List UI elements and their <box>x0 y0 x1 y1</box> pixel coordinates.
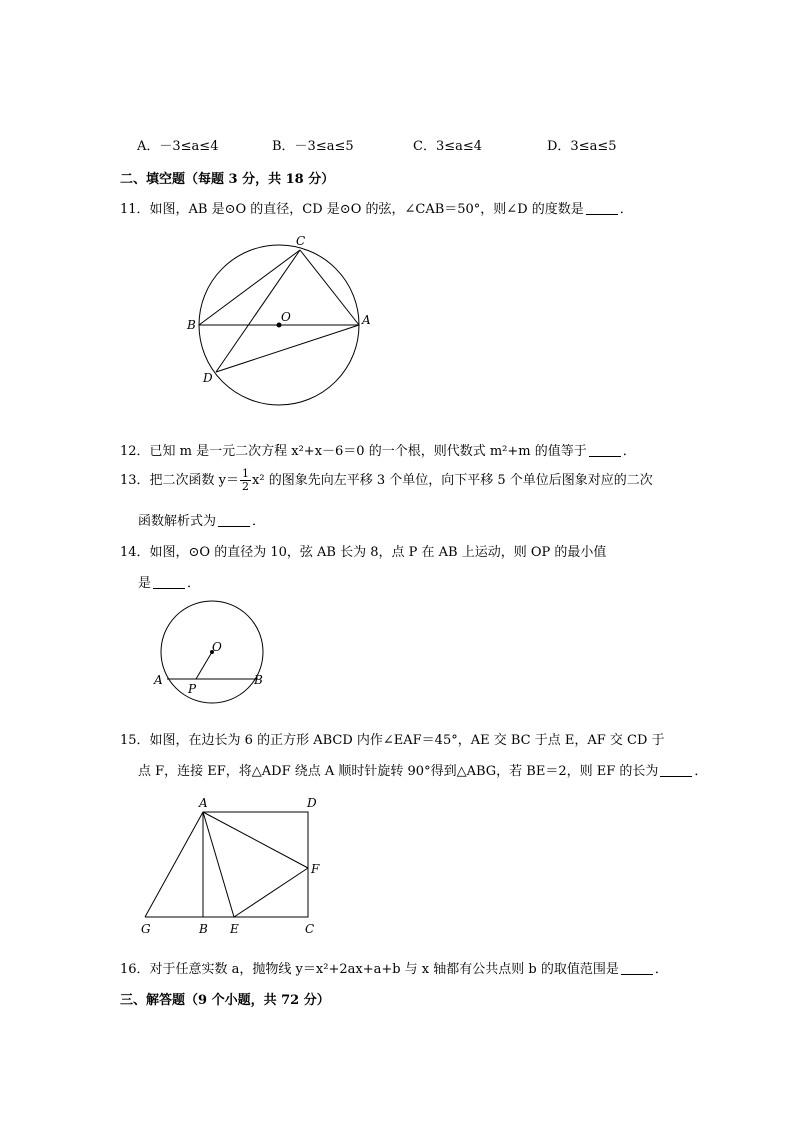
answer-blank[interactable] <box>153 576 185 589</box>
question-14-line2: 是 ． <box>138 576 201 591</box>
question-11-text: 11．如图，AB 是⊙O 的直径，CD 是⊙O 的弦，∠CAB＝50°，则∠D 的度数是 <box>120 202 584 217</box>
question-13-line2: 函数解析式为 ． <box>138 514 266 529</box>
label-a: A <box>199 796 208 810</box>
option-b: B．－3≤a≤5 <box>272 139 354 154</box>
figure-circle-abcd <box>180 232 380 412</box>
question-16-text: 16．对于任意实数 a，抛物线 y＝x²+2ax+a+b 与 x 轴都有公共点则 b 的取值范围是 <box>120 962 619 977</box>
option-c: C．3≤a≤4 <box>413 139 483 154</box>
label-d: D <box>203 371 213 385</box>
question-12: 12．已知 m 是一元二次方程 x²+x－6＝0 的一个根，则代数式 m²+m 的值等于 ． <box>120 444 636 459</box>
label-b: B <box>254 673 263 687</box>
answer-blank[interactable] <box>660 764 692 777</box>
label-e: E <box>230 922 239 936</box>
question-12-text: 12．已知 m 是一元二次方程 x²+x－6＝0 的一个根，则代数式 m²+m 的值等于 <box>120 444 587 459</box>
question-15-line2: 点 F，连接 EF，将△ADF 绕点 A 顺时针旋转 90°得到△ABG，若 BE＝2，则 EF 的长为 ． <box>138 764 708 779</box>
answer-blank[interactable] <box>218 514 250 527</box>
question-11: 11．如图，AB 是⊙O 的直径，CD 是⊙O 的弦，∠CAB＝50°，则∠D 的度数是 ． <box>120 202 633 217</box>
section-fill-in-title: 二、填空题（每题 3 分，共 18 分） <box>120 172 335 187</box>
answer-blank[interactable] <box>621 962 653 975</box>
label-g: G <box>141 922 151 936</box>
question-14: 14．如图，⊙O 的直径为 10，弦 AB 长为 8，点 P 在 AB 上运动，则 OP 的最小值 <box>120 545 607 560</box>
option-d: D．3≤a≤5 <box>547 139 617 154</box>
label-f: F <box>311 862 320 876</box>
answer-blank[interactable] <box>589 444 621 457</box>
fraction-one-half: $\frac{1}{2}$ <box>242 467 250 493</box>
question-15: 15．如图，在边长为 6 的正方形 ABCD 内作∠EAF＝45°，AE 交 BC 于点 E，AF 交 CD 于 <box>120 733 665 748</box>
answer-blank[interactable] <box>586 202 618 215</box>
label-o: O <box>212 640 222 654</box>
label-c: C <box>296 234 306 248</box>
label-o: O <box>281 310 291 324</box>
label-b: B <box>199 922 208 936</box>
question-13: 13．把二次函数 y＝ $\frac{1}{2}$ x² 的图象先向左平移 3 个单位，向下平移 5 个单位后图象对应的二次 <box>120 467 653 493</box>
option-a: A．－3≤a≤4 <box>137 139 219 154</box>
label-p: P <box>188 682 197 696</box>
label-c: C <box>305 922 315 936</box>
label-a: A <box>154 673 163 687</box>
label-a: A <box>362 313 371 327</box>
label-b: B <box>187 318 196 332</box>
label-d: D <box>307 796 317 810</box>
figure-square-rotation <box>135 795 335 940</box>
section-solutions-title: 三、解答题（9 个小题，共 72 分） <box>120 993 330 1008</box>
figure-circle-chord <box>150 600 280 705</box>
question-16: 16．对于任意实数 a，抛物线 y＝x²+2ax+a+b 与 x 轴都有公共点则 b 的取值范围是 ． <box>120 962 668 977</box>
